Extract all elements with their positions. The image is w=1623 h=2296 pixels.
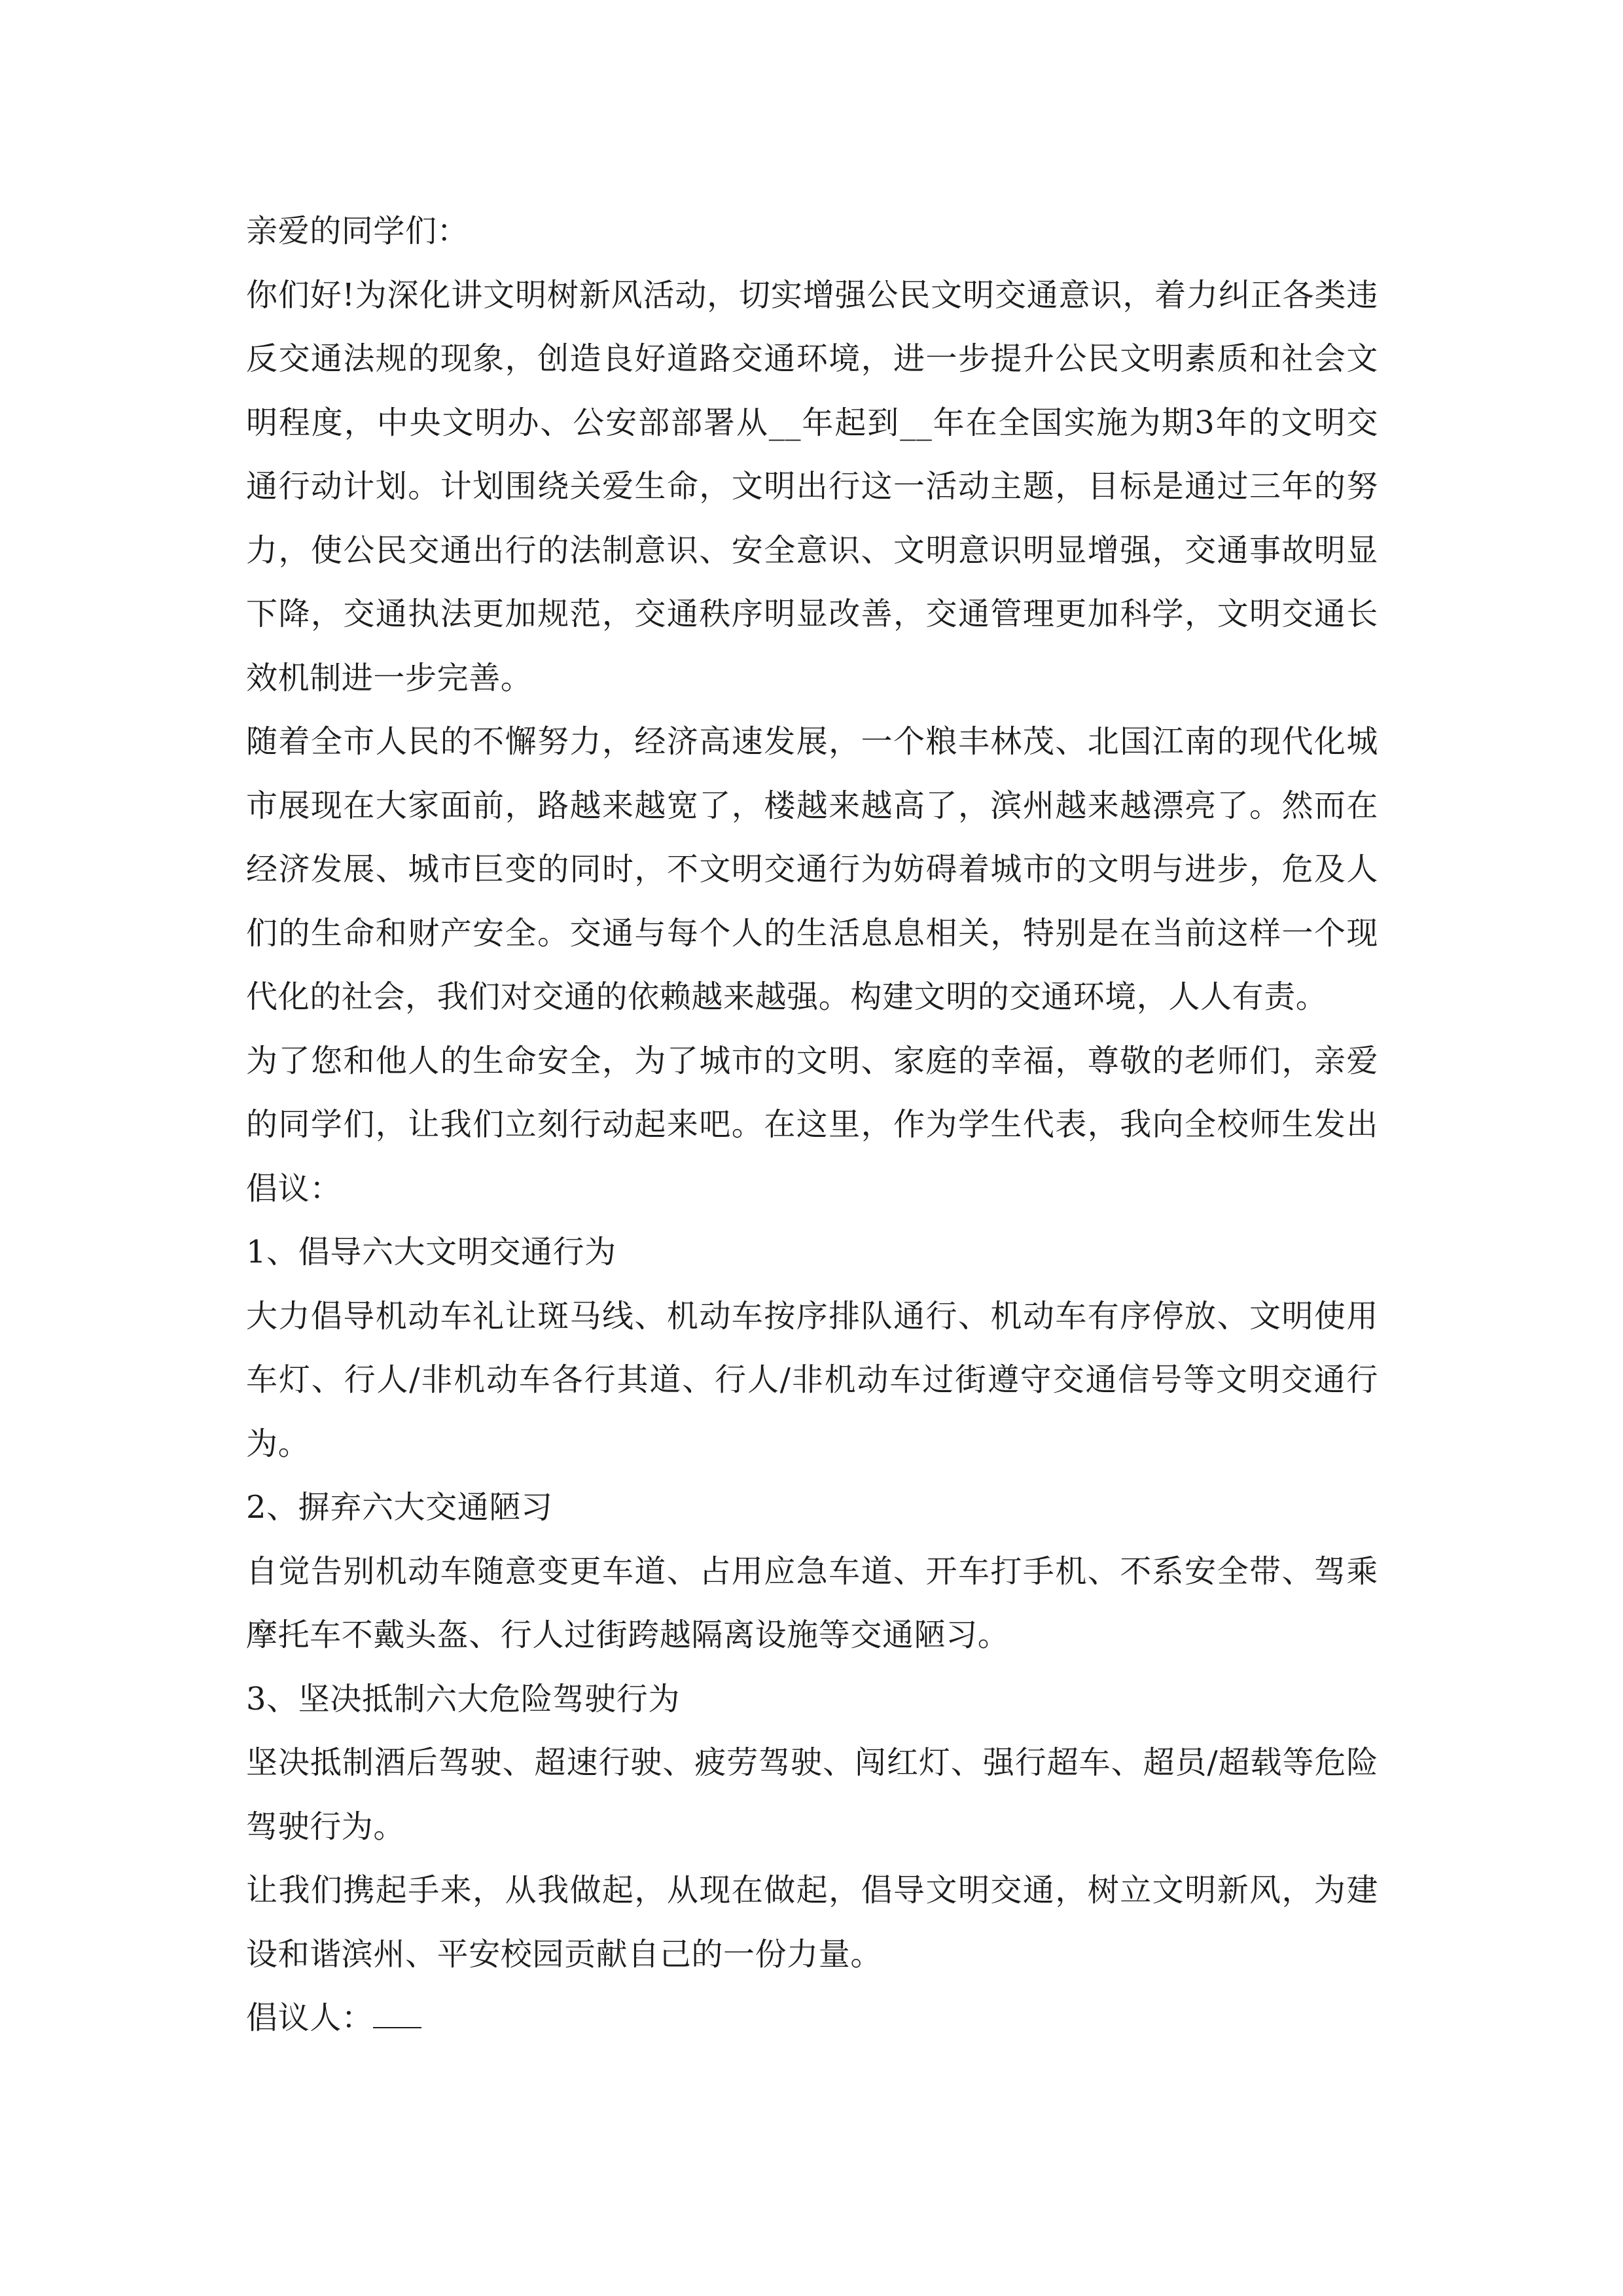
item-heading-2: 2、摒弃六大交通陋习 (246, 1489, 553, 1526)
item-heading-3: 3、坚决抵制六大危险驾驶行为 (246, 1680, 680, 1717)
item-body-1: 大力倡导机动车礼让斑马线、机动车按序排队通行、机动车有序停放、文明使用车灯、行人/非机动车各行其道、行人/非机动车过街遵守交通信号等文明交通行为。 (246, 1297, 1378, 1462)
closing-paragraph: 让我们携起手来，从我做起，从现在做起，倡导文明交通，树立文明新风，为建设和谐滨州、平安校园贡献自己的一份力量。 (246, 1872, 1378, 1973)
paragraph-intro: 你们好!为深化讲文明树新风活动，切实增强公民文明交通意识，着力纠正各类违反交通法规的现象，创造良好道路交通环境，进一步提升公民文明素质和社会文明程度，中央文明办、公安部部署从__年起到__年在全国实施为期3年的文明交通行动计划。计划围绕关爱生命，文明出行这一活动主题，目标是通过三年的努力，使公民交通出行的法制意识、安全意识、文明意识明显增强，交通事故明显下降，交通执法更加规范，交通秩序明显改善，交通管理更加科学，文明交通长效机制进一步完善。 (246, 276, 1378, 696)
item-heading-1: 1、倡导六大文明交通行为 (246, 1234, 616, 1270)
item-body-2: 自觉告别机动车随意变更车道、占用应急车道、开车打手机、不系安全带、驾乘摩托车不戴头盔、行人过街跨越隔离设施等交通陋习。 (246, 1552, 1378, 1653)
item-body-3: 坚决抵制酒后驾驶、超速行驶、疲劳驾驶、闯红灯、强行超车、超员/超载等危险驾驶行为。 (246, 1744, 1378, 1845)
signature-line (246, 1986, 1378, 2051)
paragraph-city: 随着全市人民的不懈努力，经济高速发展，一个粮丰林茂、北国江南的现代化城市展现在大家面前，路越来越宽了，楼越来越高了，滨州越来越漂亮了。然而在经济发展、城市巨变的同时，不文明交通行为妨碍着城市的文明与进步，危及人们的生命和财产安全。交通与每个人的生活息息相关，特别是在当前这样一个现代化的社会，我们对交通的依赖越来越强。构建文明的交通环境，人人有责。 (246, 723, 1378, 1015)
letter-body (246, 200, 1378, 2051)
signature-blank (373, 2001, 421, 2028)
greeting: 亲爱的同学们： (246, 213, 469, 249)
signature-label: 倡议人： (246, 2000, 374, 2036)
paragraph-call: 为了您和他人的生命安全，为了城市的文明、家庭的幸福，尊敬的老师们，亲爱的同学们，让我们立刻行动起来吧。在这里，作为学生代表，我向全校师生发出倡议： (246, 1042, 1378, 1207)
